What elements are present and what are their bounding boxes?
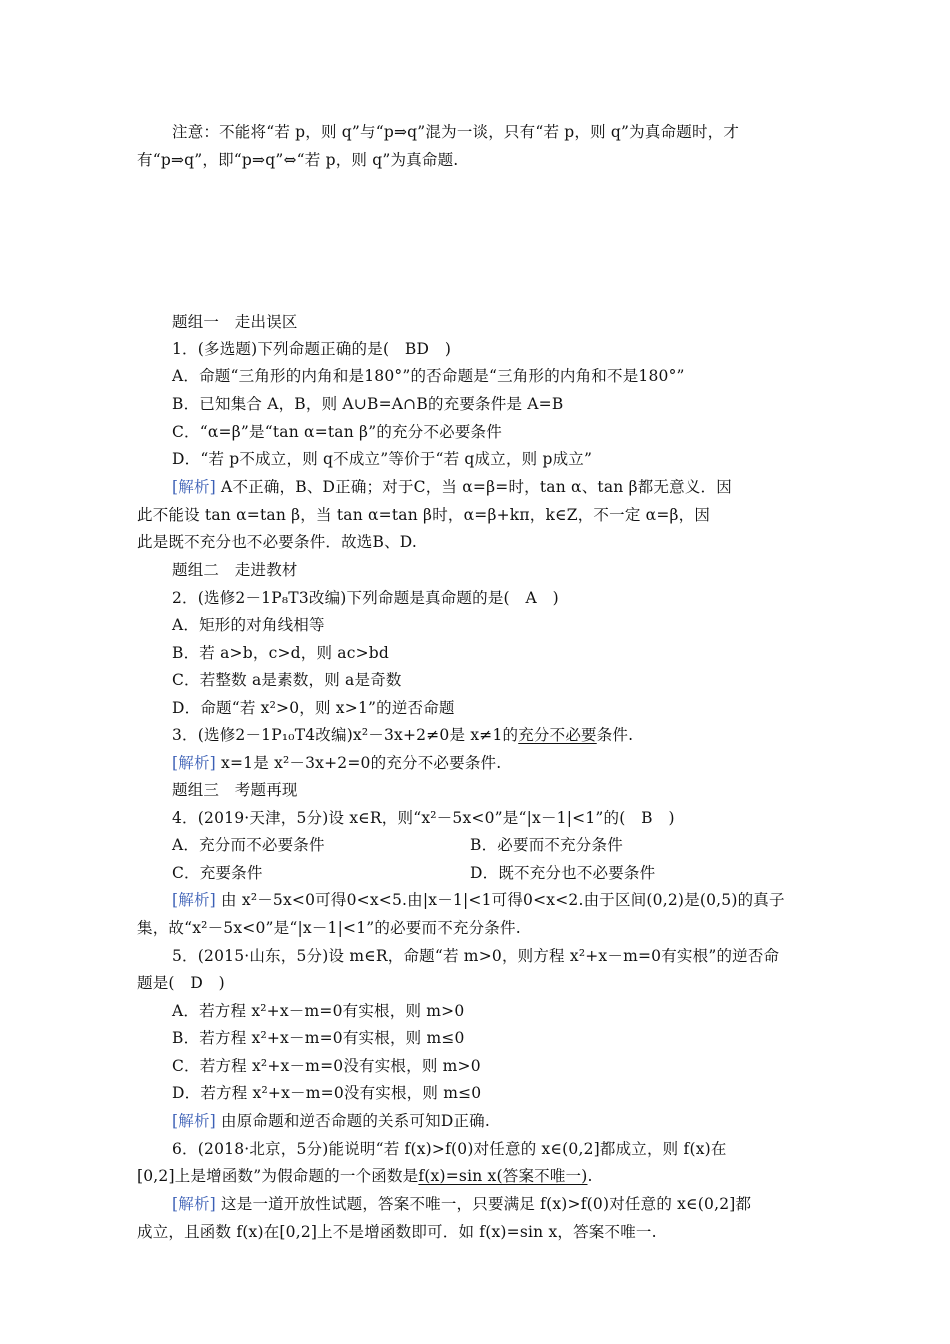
- note-line-1: 注意：不能将“若 p，则 q”与“p⇒q”混为一谈，只有“若 p，则 q”为真命题时，才: [172, 123, 740, 141]
- q1-stem: 1．(多选题)下列命题正确的是( BD ): [172, 340, 452, 358]
- q6-stem-text: [0,2]上是增函数”为假命题的一个函数是: [137, 1167, 419, 1185]
- q5-stem-line-2: 题是( D ): [137, 974, 225, 992]
- note-line-2: 有“p⇒q”，即“p⇒q”⇔“若 p，则 q”为真命题.: [137, 151, 459, 169]
- q1-option-d: D．“若 p不成立，则 q不成立”等价于“若 q成立，则 p成立”: [172, 450, 593, 468]
- q6-analysis-line-2: 成立，且函数 f(x)在[0,2]上不是增函数即可．如 f(x)=sin x，答案不唯一.: [137, 1223, 657, 1241]
- q6-stem-line-2: [137, 1164, 593, 1188]
- q4-analysis-line-2: 集，故“x²－5x<0”是“|x－1|<1”的必要而不充分条件.: [137, 919, 521, 937]
- group2-title: 题组二 走进教材: [172, 561, 298, 579]
- analysis-tag: [解析]: [172, 1112, 216, 1130]
- q2-stem: 2．(选修2－1P₈T3改编)下列命题是真命题的是( A ): [172, 589, 559, 607]
- q1-option-a: A．命题“三角形的内角和是180°”的否命题是“三角形的内角和不是180°”: [172, 367, 685, 385]
- analysis-text: x=1是 x²－3x+2=0的充分不必要条件.: [221, 754, 502, 772]
- analysis-text: 这是一道开放性试题，答案不唯一，只要满足 f(x)>f(0)对任意的 x∈(0,2]都: [221, 1195, 752, 1213]
- q2-option-c: C．若整数 a是素数，则 a是奇数: [172, 671, 402, 689]
- q5-option-a: A．若方程 x²+x－m=0有实根，则 m>0: [172, 1002, 465, 1020]
- q6-answer: f(x)=sin x(答案不唯一): [418, 1167, 588, 1185]
- group3-title: 题组三 考题再现: [172, 781, 298, 799]
- q5-analysis: [172, 1109, 490, 1133]
- analysis-tag: [解析]: [172, 891, 216, 909]
- q4-option-b: B．必要而不充分条件: [470, 836, 623, 854]
- q5-option-c: C．若方程 x²+x－m=0没有实根，则 m>0: [172, 1057, 481, 1075]
- analysis-text: 由原命题和逆否命题的关系可知D正确.: [221, 1112, 491, 1130]
- q4-option-a: A．充分而不必要条件: [172, 836, 325, 854]
- analysis-tag: [解析]: [172, 478, 216, 496]
- q1-option-c: C．“α=β”是“tan α=tan β”的充分不必要条件: [172, 423, 502, 441]
- q1-option-b: B．已知集合 A，B，则 A∪B=A∩B的充要条件是 A=B: [172, 395, 564, 413]
- q4-stem: 4．(2019·天津，5分)设 x∈R，则“x²－5x<0”是“|x－1|<1”的( B ): [172, 809, 675, 827]
- q3-answer: 充分不必要: [518, 726, 597, 744]
- q5-option-d: D．若方程 x²+x－m=0没有实根，则 m≤0: [172, 1084, 482, 1102]
- group1-title: 题组一 走出误区: [172, 313, 298, 331]
- q2-option-d: D．命题“若 x²>0，则 x>1”的逆否命题: [172, 699, 455, 717]
- q3-stem: [172, 723, 633, 747]
- analysis-tag: [解析]: [172, 754, 216, 772]
- q3-stem-text: 3．(选修2－1P₁₀T4改编)x²－3x+2≠0是 x≠1的: [172, 726, 519, 744]
- q2-option-a: A．矩形的对角线相等: [172, 616, 325, 634]
- q6-stem-line-1: 6．(2018·北京，5分)能说明“若 f(x)>f(0)对任意的 x∈(0,2]都成立，则 f(x)在: [172, 1140, 727, 1158]
- analysis-text: 由 x²－5x<0可得0<x<5.由|x－1|<1可得0<x<2.由于区间(0,2)是(0,5)的真子: [221, 891, 785, 909]
- q4-option-c: C．充要条件: [172, 864, 263, 882]
- q1-analysis-line-3: 此是既不充分也不必要条件．故选B、D.: [137, 533, 417, 551]
- q1-analysis-line-2: 此不能设 tan α=tan β，当 tan α=tan β时，α=β+kπ，k∈Z，不一定 α=β，因: [137, 506, 711, 524]
- q1-analysis-line-1: [172, 475, 732, 499]
- q4-option-d: D．既不充分也不必要条件: [470, 864, 656, 882]
- q6-stem-end: .: [587, 1167, 593, 1185]
- analysis-text: A不正确，B、D正确；对于C，当 α=β=时，tan α、tan β都无意义．因: [221, 478, 732, 496]
- q6-analysis-line-1: [172, 1192, 751, 1216]
- q2-option-b: B．若 a>b，c>d，则 ac>bd: [172, 644, 390, 662]
- q4-analysis-line-1: [172, 888, 785, 912]
- q3-stem-end: 条件.: [596, 726, 634, 744]
- analysis-tag: [解析]: [172, 1195, 216, 1213]
- q5-stem-line-1: 5．(2015·山东，5分)设 m∈R，命题“若 m>0，则方程 x²+x－m=0有实根”的逆否命: [172, 947, 780, 965]
- q5-option-b: B．若方程 x²+x－m=0有实根，则 m≤0: [172, 1029, 465, 1047]
- q3-analysis: [172, 751, 501, 775]
